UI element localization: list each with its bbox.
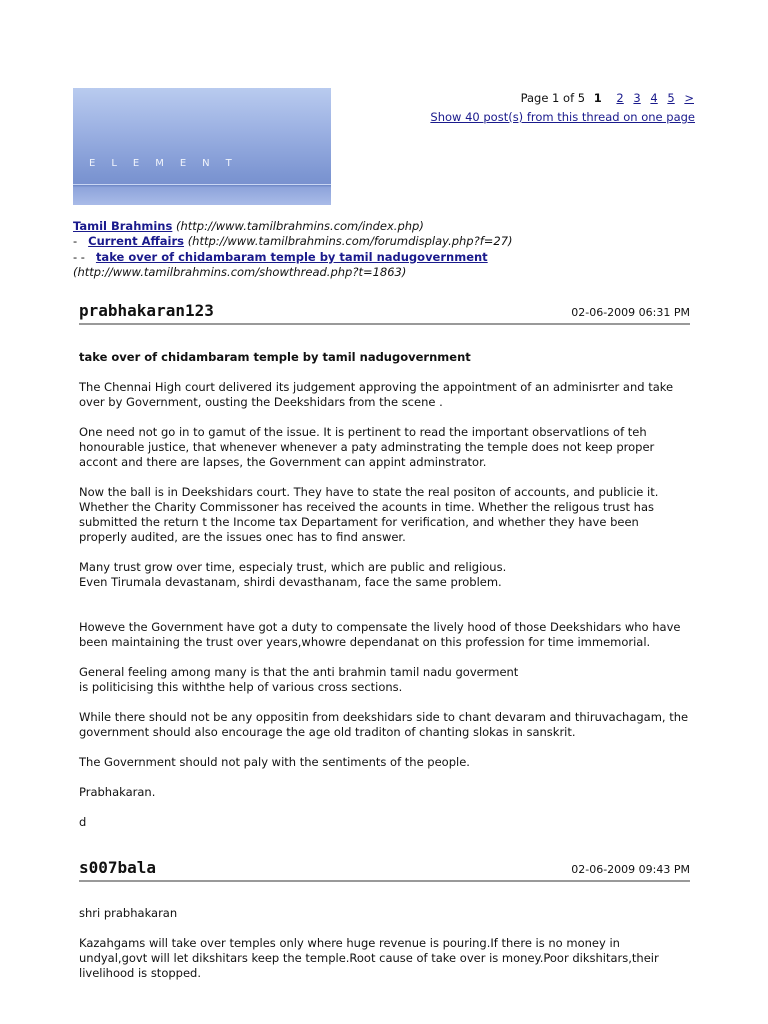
pager-page-3[interactable]: 3 [633,91,641,105]
breadcrumb-thread-url: (http://www.tamilbrahmins.com/showthread.php?t=1863) [73,264,407,279]
breadcrumb-section-url: (http://www.tamilbrahmins.com/forumdisplay.php?f=27) [187,234,513,249]
post-header [79,858,690,882]
post-paragraph: General feeling among many is that the anti brahmin tamil nadu goverment is politicising this withthe help of various cross sections. [79,665,519,694]
breadcrumb-line-section [73,234,513,249]
post-body [79,906,699,996]
post-paragraph: Howeve the Government have got a duty to compensate the lively hood of those Deekshidars who have been maintaining the trust over years,whowre dependanat on this profession for time immemorial. [79,620,681,649]
post-username[interactable]: s007bala [79,858,157,877]
breadcrumb-separator: - [73,234,78,249]
breadcrumb-line-forum [73,219,513,234]
logo-band [73,184,331,205]
pager-label: Page 1 of 5 [520,91,586,105]
logo-text: ELEMENT [89,158,248,169]
post-paragraph: shri prabhakaran [79,906,178,920]
post-date: 02-06-2009 09:43 PM [571,863,690,876]
breadcrumb-line-thread-url [73,265,513,280]
post-body [79,350,699,845]
post-paragraph: Kazahgams will take over temples only where huge revenue is pouring.If there is no money in undyal,govt will let dikshitars keep the temple.Root cause of take over is money.Poor dikshitars,their livelihood is stopped. [79,936,659,980]
pager [521,91,694,105]
post-paragraph: The Government should not paly with the sentiments of the people. [79,755,470,769]
breadcrumb-separator: - - [73,249,85,264]
show-all-posts-link[interactable]: Show 40 post(s) from this thread on one page [430,110,695,124]
post-paragraph: Many trust grow over time, especialy trust, which are public and religious. Even Tirumala devastanam, shirdi devasthanam, face the same problem. [79,560,507,589]
post-paragraph: d [79,815,87,829]
pager-page-5[interactable]: 5 [667,91,675,105]
pager-next-link[interactable]: > [684,91,694,105]
pager-current-page: 1 [593,91,602,105]
pager-page-2[interactable]: 2 [616,91,624,105]
post-paragraph: The Chennai High court delivered its judgement approving the appointment of an adminisrter and take over by Government, ousting the Deekshidars from the scene . [79,380,674,409]
post-title: take over of chidambaram temple by tamil nadugovernment [79,350,471,364]
post-header [79,301,690,325]
breadcrumb-thread-link[interactable]: take over of chidambaram temple by tamil nadugovernment [95,249,488,264]
breadcrumb-forum-link[interactable]: Tamil Brahmins [73,219,173,233]
forum-logo [73,88,331,204]
breadcrumb [73,219,513,280]
breadcrumb-section-link[interactable]: Current Affairs [88,234,185,249]
post-date: 02-06-2009 06:31 PM [571,306,690,319]
post-paragraph: Prabhakaran. [79,785,156,799]
breadcrumb-forum-url: (http://www.tamilbrahmins.com/index.php) [176,219,424,233]
post-paragraph: One need not go in to gamut of the issue. It is pertinent to read the important observatlions of teh honourable justice, that whenever whenever a paty adminstrating the temple does not keep proper accont and there are lapses, the Government can appint adminstrator. [79,425,655,469]
pager-page-4[interactable]: 4 [650,91,658,105]
post-paragraph: Now the ball is in Deekshidars court. They have to state the real positon of accounts, and publicie it. Whether the Charity Commissoner has received the acounts in time. Whether the religous trust has submitted the return t the Income tax Departament for verification, and whether they have been properly audited, are the issues onec has to find answer. [79,485,659,544]
post-paragraph: While there should not be any oppositin from deekshidars side to chant devaram and thiruvachagam, the government should also encourage the age old traditon of chanting slokas in sanskrit. [79,710,689,739]
post-username[interactable]: prabhakaran123 [79,301,214,320]
breadcrumb-line-thread [73,250,513,265]
